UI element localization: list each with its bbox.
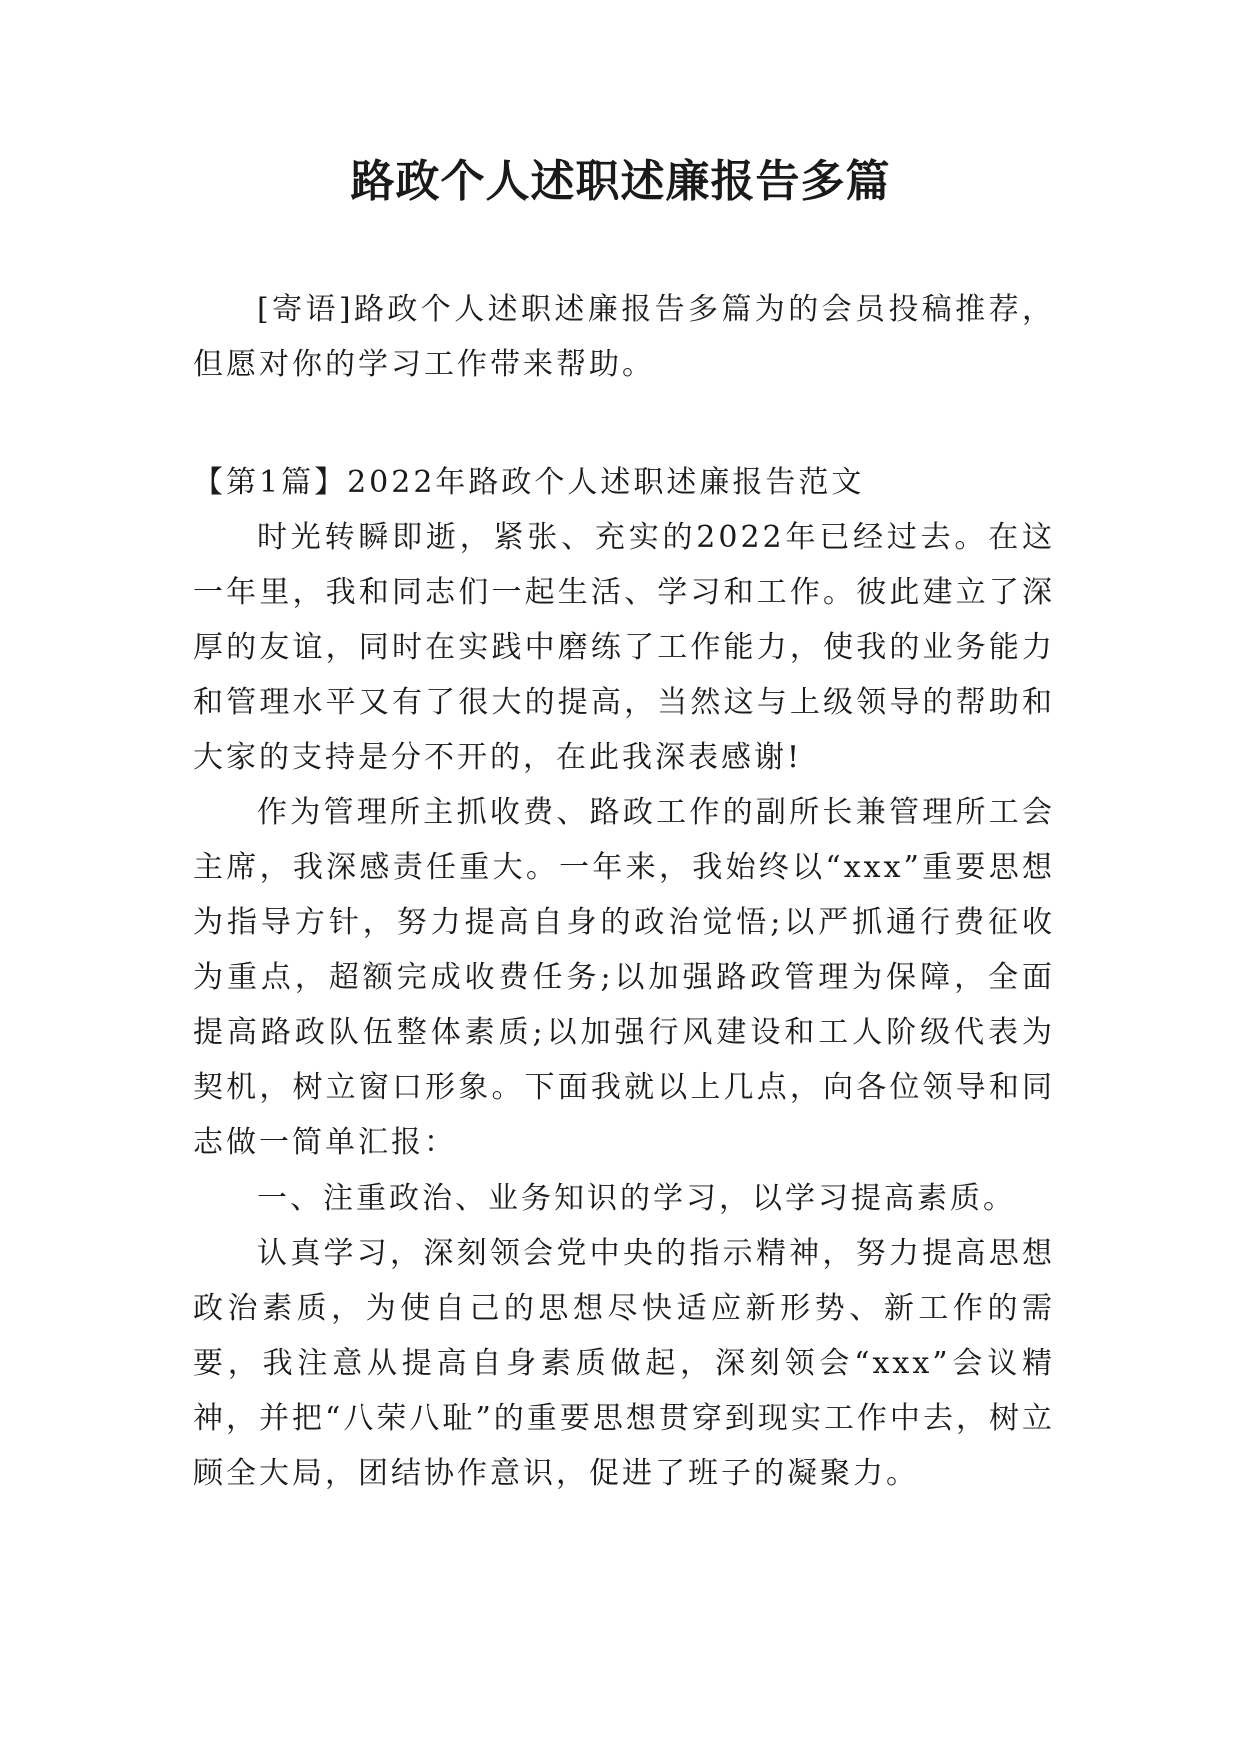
- subsection-heading: 一、注重政治、业务知识的学习，以学习提高素质。: [257, 1181, 1016, 1216]
- preface-paragraph: [寄语]路政个人述职述廉报告多篇为的会员投稿推荐，但愿对你的学习工作带来帮助。: [193, 292, 1055, 382]
- document-title: 路政个人述职述廉报告多篇: [350, 156, 891, 207]
- body-paragraph: 作为管理所主抓收费、路政工作的副所长兼管理所工会主席，我深感责任重大。一年来，我始终以“xxx”重要思想为指导方针，努力提高自身的政治觉悟;以严抓通行费征收为重点，超额完成收费任务;以加强路政管理为保障，全面提高路政队伍整体素质;以加强行风建设和工人阶级代表为契机，树立窗口形象。下面我就以上几点，向各位领导和同志做一简单汇报：: [193, 795, 1055, 1160]
- body-paragraph: 时光转瞬即逝，紧张、充实的2022年已经过去。在这一年里，我和同志们一起生活、学习和工作。彼此建立了深厚的友谊，同时在实践中磨练了工作能力，使我的业务能力和管理水平又有了很大的提高，当然这与上级领导的帮助和大家的支持是分不开的，在此我深表感谢!: [193, 520, 1055, 775]
- body-paragraph: 认真学习，深刻领会党中央的指示精神，努力提高思想政治素质，为使自己的思想尽快适应新形势、新工作的需要，我注意从提高自身素质做起，深刻领会“xxx”会议精神，并把“八荣八耻”的重要思想贯穿到现实工作中去，树立顾全大局，团结协作意识，促进了班子的凝聚力。: [193, 1236, 1055, 1491]
- section-heading: 【第1篇】2022年路政个人述职述廉报告范文: [193, 465, 865, 500]
